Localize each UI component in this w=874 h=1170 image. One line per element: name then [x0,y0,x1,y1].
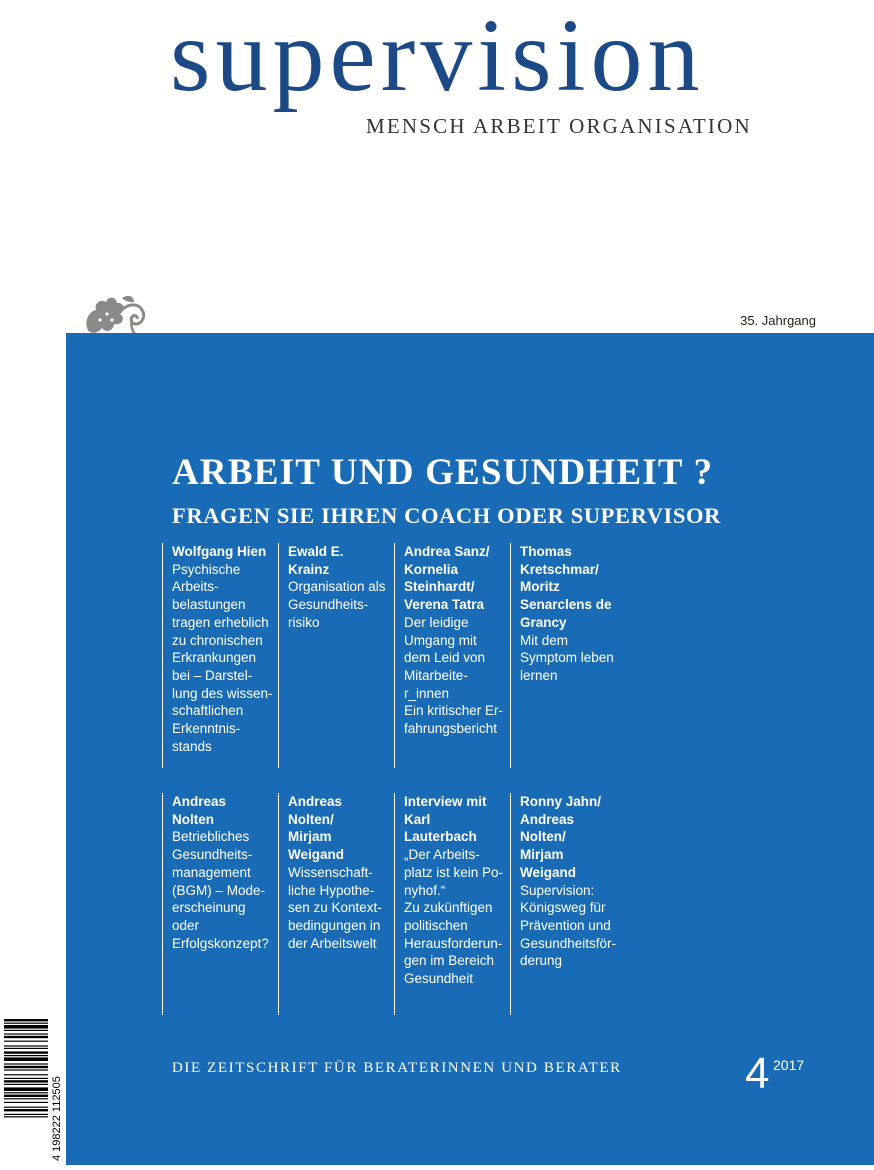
barcode-bar [4,1033,48,1034]
barcode-bar [4,1087,48,1091]
article-6 [278,793,393,1015]
barcode-bar [4,1080,48,1082]
article-title: Psychische Arbeits- belastungen tragen erheblich zu chronischen Erkrankungen bei – Darstel- lung des wissen- schaftlichen Erkenntnis- stands [172,561,273,754]
issue-year: 2017 [773,1057,805,1073]
barcode-bar [4,1066,48,1068]
barcode-bar [4,1092,48,1093]
barcode-digits: 4 198222 112505 [51,1076,63,1161]
article-title: Betriebliches Gesundheits- management (BGM) – Mode- erscheinung oder Erfolgskonzept? [172,829,269,951]
barcode-bar [4,1063,48,1064]
cover-panel [66,333,874,1165]
barcode-bar [4,1055,48,1056]
tagline: DIE ZEITSCHRIFT FÜR BERATERINNEN UND BERATER [172,1060,622,1076]
barcode-bar [4,1098,48,1099]
article-author: Andrea Sanz/ Kornelia Steinhardt/ Verena Tatra [404,544,490,613]
barcode-bar [4,1057,48,1061]
article-title: Mit dem Symptom leben lernen [520,632,614,683]
barcode-bar [4,1069,48,1070]
barcode-bar [4,1084,48,1085]
barcode-bar [4,1074,48,1075]
article-author: Thomas Kretschmar/ Moritz Senarclens de Grancy [520,544,612,630]
article-author: Ewald E. Krainz [288,544,344,577]
masthead-title: supervision [170,0,705,113]
barcode-bar [4,1023,48,1024]
article-title: Wissenschaft- liche Hypothe- sen zu Kontext- bedingungen in der Arbeitswelt [288,864,382,951]
masthead-subtitle: MENSCH ARBEIT ORGANISATION [366,114,752,138]
article-title: „Der Arbeits- platz ist kein Po- nyhof.“ Zu zukünftigen politischen Herausforderun- gen im Bereich Gesundheit [404,847,504,987]
article-title: Der leidige Umgang mit dem Leid von Mitarbeite- r_innen Ein kritischer Er- fahrungsbericht [404,614,504,737]
barcode-bar [4,1045,48,1046]
article-author: Andreas Nolten [172,794,227,827]
article-author: Wolfgang Hien [172,544,267,559]
article-author: Andreas Nolten/ Mirjam Weigand [288,794,345,863]
barcode-bar [4,1025,48,1029]
barcode-icon [0,1015,66,1165]
barcode-bar [4,1116,48,1117]
barcode-bar [4,1114,48,1115]
barcode-bar [4,1036,48,1038]
article-5 [162,793,277,1015]
article-title: Supervision: Königsweg für Prävention und Gesundheitsför- derung [520,882,617,969]
article-1 [162,543,277,768]
barcode-bar [4,1107,48,1108]
volume-label: 35. Jahrgang [740,313,816,328]
cover-subheadline: FRAGEN SIE IHREN COACH ODER SUPERVISOR [172,503,721,528]
article-author: Interview mit Karl Lauterbach [404,794,487,845]
barcode-bar [4,1041,48,1042]
cover-headline: ARBEIT UND GESUNDHEIT ? [172,452,714,493]
barcode-bar [4,1102,48,1103]
article-3 [394,543,509,768]
barcode-bar [4,1109,48,1111]
article-2 [278,543,393,768]
barcode-bar [4,1078,48,1079]
barcode-bar [4,1051,48,1053]
article-author: Ronny Jahn/ Andreas Nolten/ Mirjam Weigand [520,794,602,880]
article-4 [510,543,625,768]
barcode-bar [4,1095,48,1097]
article-7 [394,793,509,1015]
barcode-bar [4,1030,48,1031]
article-title: Organisation als Gesundheits- risiko [288,579,386,630]
barcode-bar [4,1019,48,1021]
barcode-bar [4,1048,48,1049]
article-8 [510,793,625,1015]
issue-number: 4 [745,1049,770,1098]
